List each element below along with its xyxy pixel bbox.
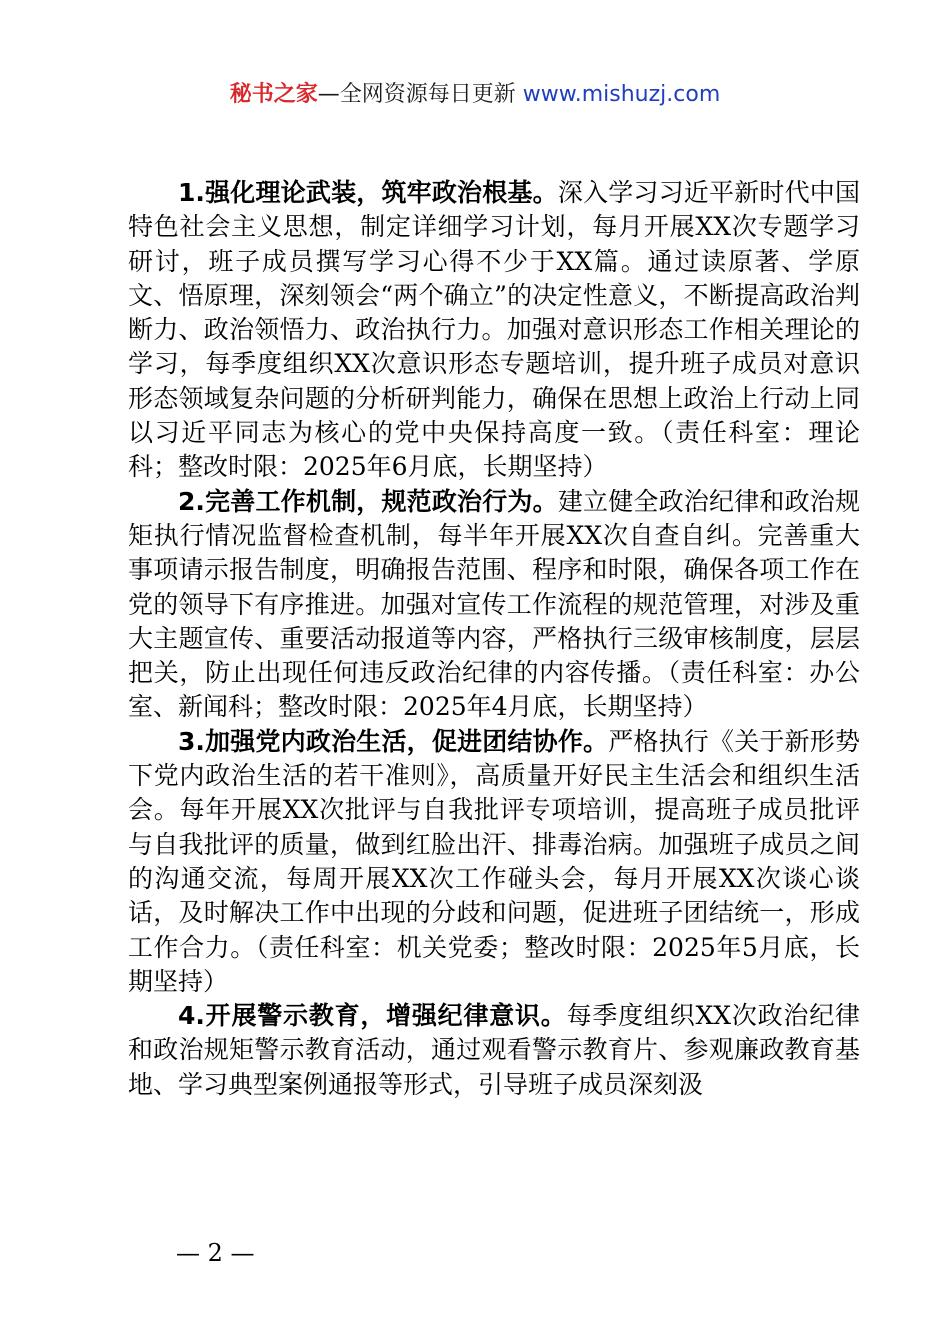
paragraph-1: [128, 176, 860, 485]
page-number: — 2 —: [176, 1239, 255, 1267]
paragraph-3: [128, 725, 860, 999]
paragraph-text: 建立健全政治纪律和政治规矩执行情况监督检查机制，每半年开展XX次自查自纠。完善重大事项请示报告制度，明确报告范围、程序和时限，确保各项工作在党的领导下有序推进。加强对宣传工作流程的规范管理，对涉及重大主题宣传、重要活动报道等内容，严格执行三级审核制度，层层把关，防止出现任何违反政治纪律的内容传播。（责任科室：办公室、新闻科；整改时限：2025年4月底，长期坚持）: [128, 486, 860, 722]
paragraph-heading: 1.强化理论武装，筑牢政治根基。: [178, 178, 558, 207]
paragraph-heading: 2.完善工作机制，规范政治行为。: [178, 486, 558, 516]
site-brand: 秘书之家: [229, 82, 318, 107]
paragraph-text: 每季度组织XX次政治纪律和政治规矩警示教育活动，通过观看警示教育片、参观廉政教育基地、学习典型案例通报等形式，引导班子成员深刻汲: [128, 1001, 860, 1099]
paragraph-4: [128, 999, 860, 1102]
site-banner: [0, 78, 950, 112]
site-url-link[interactable]: www.mishuzj.com: [522, 82, 721, 107]
paragraph-heading: 4.开展警示教育，增强纪律意识。: [178, 1001, 567, 1031]
site-slogan: —全网资源每日更新: [317, 82, 516, 107]
paragraph-text: 严格执行《关于新形势下党内政治生活的若干准则》，高质量开好民主生活会和组织生活会。每年开展XX次批评与自我批评专项培训，提高班子成员批评与自我批评的质量，做到红脸出汗、排毒治病。加强班子成员之间的沟通交流，每周开展XX次工作碰头会，每月开展XX次谈心谈话，及时解决工作中出现的分歧和问题，促进班子团结统一，形成工作合力。（责任科室：机关党委；整改时限：2025年5月底，长期坚持）: [128, 726, 860, 996]
document-body: [128, 176, 860, 1102]
paragraph-2: [128, 485, 860, 725]
paragraph-text: 深入学习习近平新时代中国特色社会主义思想，制定详细学习计划，每月开展XX次专题学习研讨，班子成员撰写学习心得不少于XX篇。通过读原著、学原文、悟原理，深刻领会“两个确立”的决定性意义，不断提高政治判断力、政治领悟力、政治执行力。加强对意识形态工作相关理论的学习，每季度组织XX次意识形态专题培训，提升班子成员对意识形态领域复杂问题的分析研判能力，确保在思想上政治上行动上同以习近平同志为核心的党中央保持高度一致。（责任科室：理论科；整改时限：2025年6月底，长期坚持）: [128, 178, 860, 482]
paragraph-heading: 3.加强党内政治生活，促进团结协作。: [178, 726, 609, 756]
